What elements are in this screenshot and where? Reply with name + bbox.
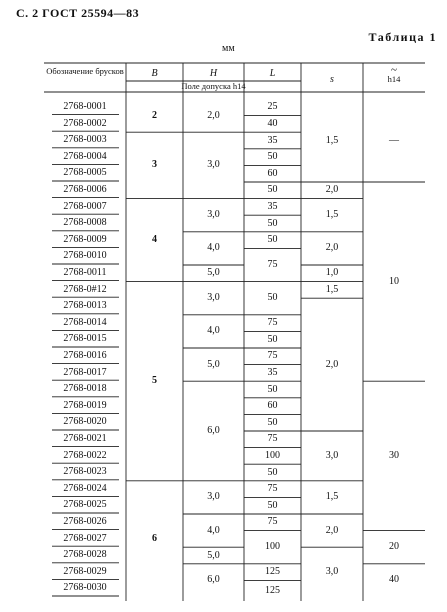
value-s-8: 1,5 (325, 491, 339, 503)
value-b-1: 3 (152, 159, 157, 171)
designation-row-1: 2768-0001 (63, 101, 107, 112)
value-l-8: 50 (267, 234, 278, 246)
value-l-23: 75 (267, 516, 278, 528)
value-s-2: 1,5 (325, 209, 339, 221)
value-c-4: 40 (389, 574, 399, 586)
value-l-20: 50 (267, 466, 278, 478)
value-l-14: 35 (267, 366, 278, 378)
value-h-7: 5,0 (207, 358, 220, 370)
designation-row-24: 2768-0024 (63, 482, 107, 494)
designation-row-22: 2768-0022 (63, 449, 107, 461)
value-l-5: 50 (267, 184, 278, 196)
value-l-11: 75 (267, 317, 278, 329)
designation-row-23: 2768-0023 (63, 466, 107, 478)
designation-row-29: 2768-0029 (63, 565, 107, 577)
designation-row-7: 2768-0007 (63, 200, 107, 212)
value-c-1: 10 (389, 275, 399, 287)
value-h-5: 3,0 (207, 292, 220, 304)
value-h-4: 5,0 (207, 267, 220, 279)
value-l-13: 75 (267, 350, 278, 362)
header-L: L (269, 68, 276, 79)
header-designation (44, 67, 126, 76)
value-c-0: — (389, 134, 399, 146)
designation-row-2: 2768-0002 (63, 117, 107, 129)
value-c-3: 20 (389, 541, 399, 553)
value-b-2: 4 (152, 234, 157, 246)
tolerance-label: Поле допуска h14 (181, 81, 246, 91)
designation-row-13: 2768-0013 (63, 300, 107, 312)
designation-row-11: 2768-0011 (63, 267, 107, 278)
units-label: мм (222, 43, 235, 54)
designation-row-3: 2768-0003 (63, 134, 107, 146)
header-H: H (209, 68, 218, 79)
designation-row-9: 2768-0009 (63, 233, 107, 245)
value-l-24: 100 (265, 541, 280, 553)
value-l-19: 100 (265, 449, 280, 461)
value-h-10: 4,0 (207, 524, 220, 536)
value-s-9: 2,0 (325, 524, 339, 536)
header-B: B (151, 68, 158, 79)
designation-row-25: 2768-0025 (63, 499, 107, 511)
value-l-18: 75 (267, 433, 278, 445)
designation-row-18: 2768-0018 (63, 383, 107, 395)
value-l-15: 50 (267, 383, 278, 395)
value-s-4: 1,0 (325, 267, 339, 279)
header-last-symbol: ~ (391, 64, 397, 76)
value-s-7: 3,0 (325, 449, 339, 461)
value-l-1: 40 (267, 117, 278, 129)
header-last (363, 66, 425, 84)
designation-row-26: 2768-0026 (63, 516, 107, 527)
value-h-1: 3,0 (207, 159, 220, 171)
designation-row-16: 2768-0016 (63, 350, 107, 361)
value-s-10: 3,0 (325, 566, 339, 578)
designation-row-12: 2768-0#12 (63, 283, 107, 295)
value-s-3: 2,0 (325, 242, 339, 254)
value-l-10: 50 (267, 292, 278, 304)
value-l-3: 50 (267, 151, 278, 163)
value-h-3: 4,0 (207, 242, 220, 254)
value-c-2: 30 (389, 449, 399, 461)
value-s-6: 2,0 (325, 358, 339, 370)
value-l-25: 125 (265, 584, 280, 596)
value-l-0: 25 (267, 101, 278, 113)
value-l-4: 60 (267, 167, 278, 179)
designation-row-19: 2768-0019 (63, 399, 107, 411)
value-b-3: 5 (152, 375, 157, 387)
value-l-22: 50 (267, 499, 278, 511)
designation-row-21: 2768-0021 (63, 433, 107, 444)
designation-row-15: 2768-0015 (63, 333, 107, 345)
designation-row-14: 2768-0014 (63, 316, 107, 328)
designation-row-6: 2768-0006 (63, 184, 107, 195)
designation-row-8: 2768-0008 (63, 217, 107, 229)
value-l-2: 35 (267, 134, 278, 146)
designation-row-5: 2768-0005 (63, 167, 107, 179)
value-l-16: 60 (267, 400, 278, 412)
table-title: Таблица 1 (368, 30, 437, 44)
value-s-0: 1,5 (325, 134, 339, 146)
designation-row-4: 2768-0004 (63, 150, 107, 162)
page-header: С. 2 ГОСТ 25594—83 (16, 6, 140, 20)
designation-row-30: 2768-0030 (63, 582, 107, 594)
value-l-25: 125 (265, 566, 280, 578)
designation-row-20: 2768-0020 (63, 416, 107, 428)
value-b-0: 2 (152, 109, 157, 121)
value-h-9: 3,0 (207, 491, 220, 503)
value-s-1: 2,0 (325, 184, 339, 196)
value-b-4: 6 (152, 532, 157, 544)
value-h-8: 6,0 (207, 425, 220, 436)
value-h-11: 5,0 (207, 549, 220, 561)
designation-row-28: 2768-0028 (63, 549, 107, 561)
header-s: s (330, 74, 334, 85)
value-l-7: 50 (267, 217, 278, 229)
value-s-5: 1,5 (325, 283, 339, 295)
value-l-6: 35 (267, 200, 278, 212)
value-l-12: 50 (267, 333, 278, 345)
designation-row-10: 2768-0010 (63, 250, 107, 262)
value-h-2: 3,0 (207, 209, 220, 221)
value-h-0: 2,0 (207, 109, 220, 121)
value-l-9: 75 (267, 259, 278, 270)
header-last-sub: h14 (387, 74, 401, 84)
value-h-6: 4,0 (207, 325, 220, 337)
value-l-21: 75 (267, 483, 278, 495)
value-l-17: 50 (267, 416, 278, 428)
designation-row-27: 2768-0027 (63, 532, 107, 544)
header-designation-text: Обозначение брусков (46, 66, 124, 76)
value-h-12: 6,0 (207, 574, 220, 586)
designation-row-17: 2768-0017 (63, 366, 107, 378)
